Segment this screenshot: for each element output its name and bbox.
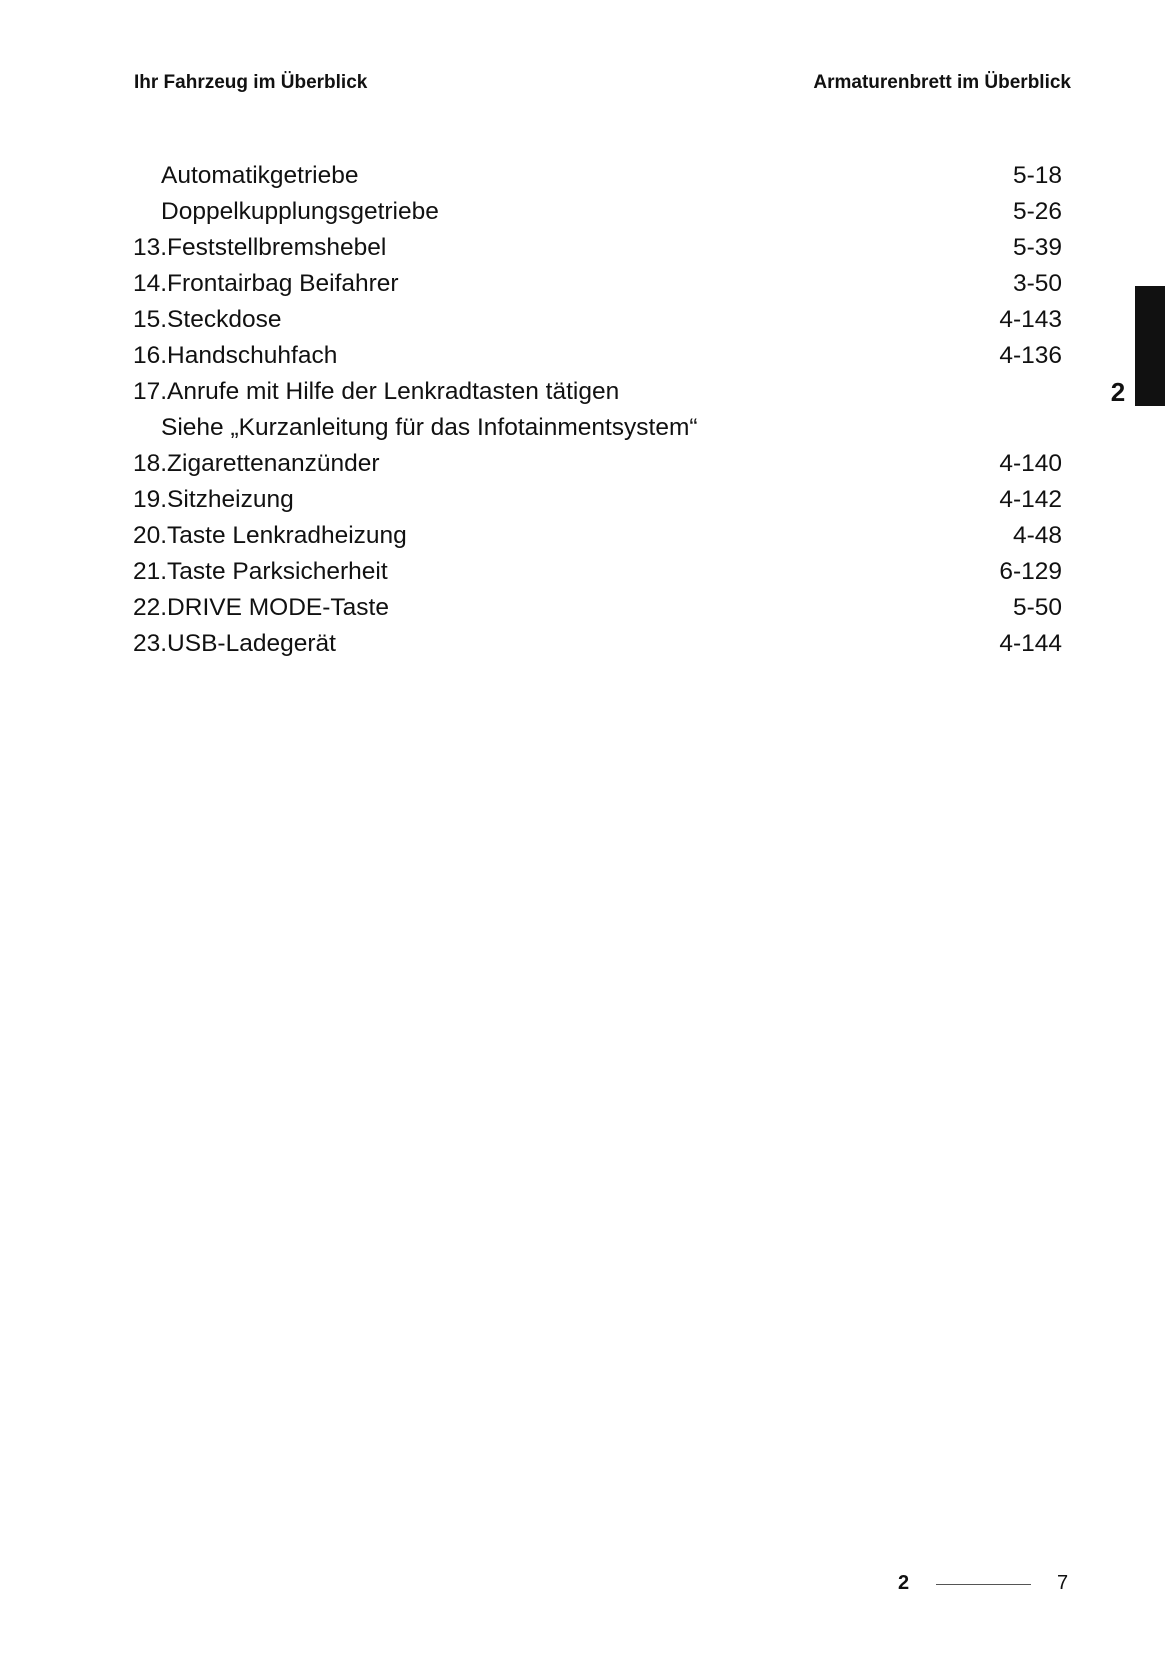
toc-entry-label: 21.Taste Parksicherheit	[133, 558, 388, 585]
toc-entry	[133, 266, 1062, 302]
toc-entry	[133, 194, 1062, 230]
toc-entry-page: 5-26	[1012, 198, 1062, 225]
toc-entry-page: 3-50	[1012, 270, 1062, 297]
toc-entry-page: 5-18	[1012, 162, 1062, 189]
toc-entry	[133, 626, 1062, 662]
toc-entry-label: Siehe „Kurzanleitung für das Infotainmentsystem“	[161, 414, 698, 441]
toc-entry	[133, 302, 1062, 338]
toc-entry-label: 20.Taste Lenkradheizung	[133, 522, 407, 549]
toc-entry-label: 16.Handschuhfach	[133, 342, 338, 369]
toc-entry	[133, 518, 1062, 554]
toc-entry-label: 14.Frontairbag Beifahrer	[133, 270, 399, 297]
toc-entry	[133, 590, 1062, 626]
toc-entry-page: 4-144	[999, 630, 1062, 657]
toc-entry	[133, 338, 1062, 374]
toc-entry	[133, 410, 1062, 446]
toc-entry-label: 23.USB-Ladegerät	[133, 630, 336, 657]
toc-entry-page: 4-142	[999, 486, 1062, 513]
running-header-right: Armaturenbrett im Überblick	[813, 72, 1071, 93]
toc-entry-page: 4-143	[999, 306, 1062, 333]
chapter-tab-marker	[1135, 286, 1165, 406]
toc-entry-label: 15.Steckdose	[133, 306, 282, 333]
toc-entry-page: 5-50	[1012, 594, 1062, 621]
toc-entry-page: 6-129	[999, 558, 1062, 585]
toc-entry-label: Doppelkupplungsgetriebe	[161, 198, 439, 225]
toc-entry	[133, 554, 1062, 590]
toc-entry-page: 4-140	[999, 450, 1062, 477]
running-header-left: Ihr Fahrzeug im Überblick	[134, 72, 368, 93]
toc-entry-label: Automatikgetriebe	[161, 162, 359, 189]
toc-entry-label: 17.Anrufe mit Hilfe der Lenkradtasten tätigen	[133, 378, 620, 405]
toc-entry	[133, 446, 1062, 482]
toc-entry-page: 4-136	[999, 342, 1062, 369]
toc-entry-label: 22.DRIVE MODE-Taste	[133, 594, 389, 621]
footer-chapter-number: 2	[898, 1572, 910, 1594]
footer-divider	[936, 1584, 1031, 1585]
toc-entry-page: 4-48	[1012, 522, 1062, 549]
table-of-contents	[133, 158, 1062, 662]
toc-entry	[133, 230, 1062, 266]
toc-entry-page: 5-39	[1012, 234, 1062, 261]
toc-entry	[133, 482, 1062, 518]
footer-page-number: 7	[1057, 1572, 1069, 1594]
toc-entry	[133, 374, 1062, 410]
toc-entry	[133, 158, 1062, 194]
toc-entry-label: 19.Sitzheizung	[133, 486, 294, 513]
toc-entry-label: 13.Feststellbremshebel	[133, 234, 387, 261]
toc-entry-label: 18.Zigarettenanzünder	[133, 450, 380, 477]
chapter-tab-number: 2	[1110, 377, 1126, 407]
